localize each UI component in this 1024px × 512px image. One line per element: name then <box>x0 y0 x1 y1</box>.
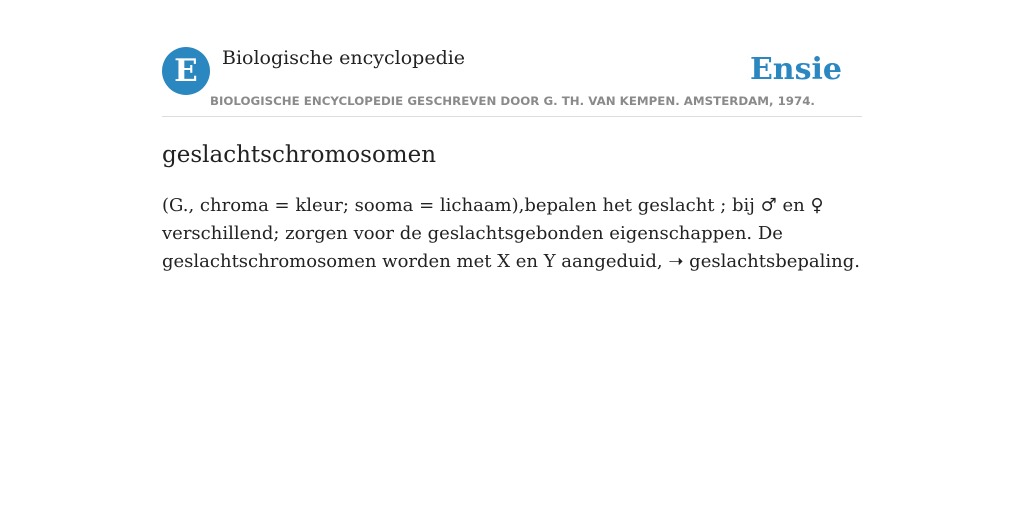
site-header <box>162 46 862 117</box>
entry-title: geslachtschromosomen <box>162 142 437 168</box>
entry-body <box>162 192 862 276</box>
entry-body-line: verschillend; zorgen voor de geslachtsgebonden eigenschappen. De <box>162 223 783 244</box>
entry-body-line: geslachtschromosomen worden met X en Y aangeduid, ➝ geslachtsbepaling. <box>162 251 860 272</box>
book-subtitle: BIOLOGISCHE ENCYCLOPEDIE GESCHREVEN DOOR G. TH. VAN KEMPEN. AMSTERDAM, 1974. <box>210 94 815 108</box>
book-title[interactable]: Biologische encyclopedie <box>222 47 466 69</box>
ensie-logo-icon[interactable]: E <box>162 47 210 95</box>
brand-logo[interactable]: Ensie <box>749 52 842 87</box>
entry-body-line: (G., chroma = kleur; sooma = lichaam),bepalen het geslacht ; bij ♂ en ♀ <box>162 195 824 216</box>
